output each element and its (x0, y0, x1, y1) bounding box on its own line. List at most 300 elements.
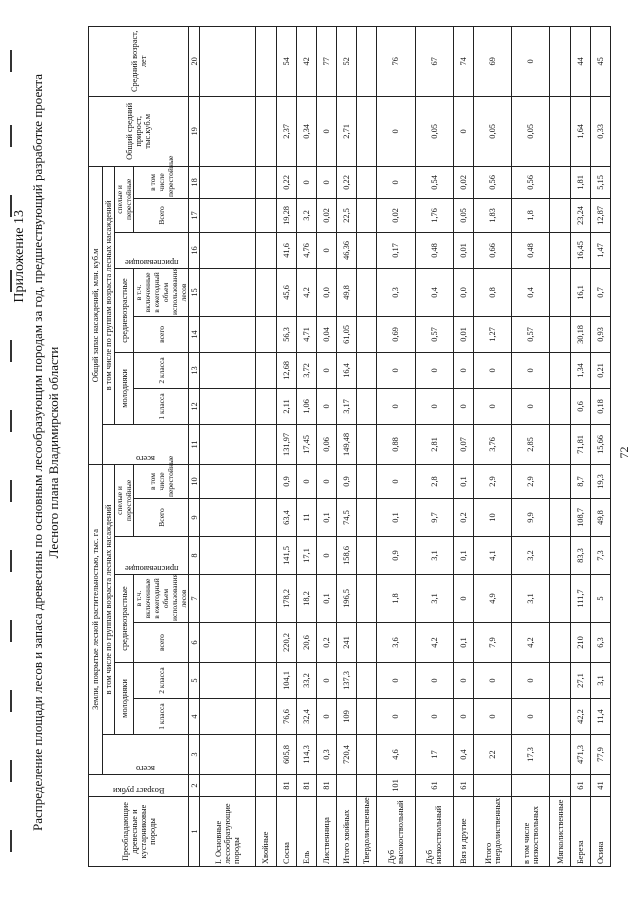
table-cell: 0,4 (512, 268, 550, 316)
column-number: 6 (189, 623, 200, 663)
table-cell: 45,6 (276, 268, 296, 316)
table-cell: 0,6 (570, 388, 590, 424)
table-cell: 5,15 (590, 166, 610, 198)
table-cell: 15,66 (590, 424, 610, 464)
table-cell (550, 96, 570, 166)
table-row (512, 26, 550, 866)
table-cell: 3,2 (512, 537, 550, 575)
table-cell (550, 623, 570, 663)
table-cell: 0,3 (316, 735, 336, 775)
table-cell (256, 316, 276, 352)
header-area-middle-incl: в т.ч. включенные в ежегодный объем использования лесов (134, 573, 188, 621)
table-cell: 17,45 (296, 424, 316, 464)
column-number: 9 (189, 499, 200, 537)
table-cell: 0 (512, 26, 550, 96)
table-cell: 0 (296, 166, 316, 198)
table-cell: 3,2 (296, 198, 316, 232)
table-cell: 76 (377, 26, 415, 96)
table-cell: 8,7 (570, 464, 590, 498)
table-cell: 77,9 (590, 735, 610, 775)
table-cell: 76,6 (276, 699, 296, 735)
section-row (200, 26, 256, 866)
row-label: Сосна (276, 797, 296, 867)
table-cell: 0 (473, 352, 511, 388)
header-area-ripening: приспевающие (115, 537, 189, 575)
table-cell: 0 (377, 352, 415, 388)
table-cell: 1,47 (590, 232, 610, 268)
table-cell: 61 (570, 775, 590, 797)
table-cell: 0 (377, 388, 415, 424)
table-cell (256, 96, 276, 166)
column-number: 15 (189, 268, 200, 316)
table-cell: 4,2 (296, 268, 316, 316)
table-cell: 0,9 (377, 537, 415, 575)
table-cell (550, 316, 570, 352)
table-cell (357, 537, 377, 575)
table-cell (200, 575, 256, 623)
table-cell: 4,1 (473, 537, 511, 575)
table-cell: 0 (316, 232, 336, 268)
header-stock-sub: в том числе по группам возраста лесных насаждений (103, 166, 115, 424)
column-number: 1 (189, 797, 200, 867)
table-cell: 42,2 (570, 699, 590, 735)
table-cell: 0,2 (453, 499, 473, 537)
table-cell: 0 (473, 663, 511, 699)
table-row (570, 26, 590, 866)
table-cell (256, 735, 276, 775)
table-cell: 0,4 (415, 268, 453, 316)
table-cell: 0 (377, 663, 415, 699)
table-cell: 0,3 (377, 268, 415, 316)
table-cell: 101 (377, 775, 415, 797)
header-avg-age: Средний возраст, лет (89, 26, 189, 96)
table-cell (200, 663, 256, 699)
row-label: Твердолиственные (357, 797, 377, 867)
table-cell: 0 (415, 663, 453, 699)
table-cell: 131,97 (276, 424, 296, 464)
table-cell: 49,8 (590, 499, 610, 537)
column-number: 3 (189, 735, 200, 775)
section-row (256, 26, 276, 866)
table-cell: 196,5 (336, 575, 356, 623)
table-cell: 3,1 (590, 663, 610, 699)
table-row (590, 26, 610, 866)
table-cell (256, 198, 276, 232)
table-cell: 71,81 (570, 424, 590, 464)
table-cell: 54 (276, 26, 296, 96)
title-line-1: Распределение площади лесов и запаса древесины по основным лесообразующим породам за год, предшествующий разработке проекта (30, 74, 45, 831)
table-cell: 0 (415, 352, 453, 388)
table-cell: 0,1 (453, 537, 473, 575)
table-cell (550, 424, 570, 464)
table-cell: 1,81 (570, 166, 590, 198)
table-row (336, 26, 356, 866)
table-cell: 0 (377, 166, 415, 198)
table-cell (357, 166, 377, 198)
table-cell: 0 (377, 96, 415, 166)
header-species: Преобладающие древесные и кустарниковые породы (89, 797, 189, 867)
table-cell: 3,76 (473, 424, 511, 464)
table-row (377, 26, 415, 866)
table-cell: 0,93 (590, 316, 610, 352)
table-cell: 0,7 (590, 268, 610, 316)
table-cell: 0 (377, 464, 415, 498)
table-cell (256, 699, 276, 735)
header-area-middle-total: всего (134, 623, 189, 663)
table-cell: 2,85 (512, 424, 550, 464)
table-cell: 0 (512, 663, 550, 699)
row-label: Ель (296, 797, 316, 867)
table-cell: 0 (453, 96, 473, 166)
table-cell: 0,02 (453, 166, 473, 198)
table-cell: 32,4 (296, 699, 316, 735)
table-cell: 69 (473, 26, 511, 96)
table-cell: 0 (316, 699, 336, 735)
table-cell: 2,71 (336, 96, 356, 166)
table-cell: 0,17 (377, 232, 415, 268)
table-cell: 11 (296, 499, 316, 537)
table-cell: 0 (512, 388, 550, 424)
column-number: 4 (189, 699, 200, 735)
table-cell (357, 775, 377, 797)
header-stock-mature-total: Всего (134, 198, 189, 232)
table-cell: 720,4 (336, 735, 356, 775)
table-cell: 0,57 (512, 316, 550, 352)
row-label: Дуб низкоствольный (415, 797, 453, 867)
table-cell: 220,2 (276, 623, 296, 663)
table-cell (550, 166, 570, 198)
table-cell (256, 268, 276, 316)
table-cell: 3,1 (415, 575, 453, 623)
row-label: Лиственница (316, 797, 336, 867)
table-cell: 0,9 (336, 464, 356, 498)
table-row (296, 26, 316, 866)
table-cell (550, 775, 570, 797)
table-cell: 19,28 (276, 198, 296, 232)
table-cell: 0,02 (316, 198, 336, 232)
column-number: 12 (189, 388, 200, 424)
table-cell: 0,56 (473, 166, 511, 198)
table-cell: 0,9 (276, 464, 296, 498)
table-cell: 7,3 (590, 537, 610, 575)
header-stock-class1: 1 класса (134, 388, 189, 424)
table-cell: 16,1 (570, 268, 590, 316)
table-cell: 0,02 (377, 198, 415, 232)
header-area-group: Земли, покрытые лесной растительностью, тыс. га (89, 464, 103, 774)
column-number-row (189, 26, 200, 866)
table-cell: 30,18 (570, 316, 590, 352)
table-cell: 0 (415, 388, 453, 424)
table-cell: 2,9 (473, 464, 511, 498)
table-cell: 17 (415, 735, 453, 775)
table-cell: 0,18 (590, 388, 610, 424)
table-cell: 19,3 (590, 464, 610, 498)
table-cell (550, 232, 570, 268)
table-cell: 1,34 (570, 352, 590, 388)
table-cell (200, 166, 256, 198)
table-cell (357, 352, 377, 388)
table-cell (256, 464, 276, 498)
table-cell (357, 663, 377, 699)
table-cell (200, 623, 256, 663)
table-cell: 605,8 (276, 735, 296, 775)
table-cell (357, 198, 377, 232)
appendix-label: Приложение 13 (12, 210, 27, 303)
table-cell: 141,5 (276, 537, 296, 575)
table-cell (256, 424, 276, 464)
table-cell: 1,8 (512, 198, 550, 232)
table-cell: 27,1 (570, 663, 590, 699)
table-cell (256, 537, 276, 575)
table-cell (200, 537, 256, 575)
page-number: 72 (617, 446, 631, 459)
table-cell: 4,9 (473, 575, 511, 623)
table-cell: 4,2 (415, 623, 453, 663)
table-cell: 158,6 (336, 537, 356, 575)
table-cell: 149,48 (336, 424, 356, 464)
header-area-mature: спелые и перестойные (115, 464, 134, 536)
header-stock-ripening: приспевающие (115, 232, 189, 268)
table-cell: 0,1 (453, 623, 473, 663)
table-cell: 2,81 (415, 424, 453, 464)
table-cell: 0 (453, 352, 473, 388)
table-cell: 0,22 (276, 166, 296, 198)
table-cell: 81 (296, 775, 316, 797)
header-stock-young: молодняки (115, 352, 134, 424)
table-cell: 83,3 (570, 537, 590, 575)
table-cell (550, 499, 570, 537)
column-number: 20 (189, 26, 200, 96)
header-area-class2: 2 класса (134, 663, 189, 699)
row-label: Вяз и другие (453, 797, 473, 867)
table-cell: 23,24 (570, 198, 590, 232)
table-cell: 0,48 (512, 232, 550, 268)
data-table-wrapper (88, 30, 605, 867)
table-cell: 0,56 (512, 166, 550, 198)
table-cell: 1,8 (377, 575, 415, 623)
table-cell: 0 (453, 388, 473, 424)
table-cell: 44 (570, 26, 590, 96)
forest-distribution-table (88, 26, 611, 867)
table-cell: 67 (415, 26, 453, 96)
table-cell: 0,1 (316, 499, 336, 537)
table-cell (200, 316, 256, 352)
table-cell: 104,1 (276, 663, 296, 699)
table-cell: 0,2 (316, 623, 336, 663)
table-cell: 0,0 (316, 268, 336, 316)
table-cell (357, 26, 377, 96)
table-cell: 0,05 (512, 96, 550, 166)
table-cell: 1,83 (473, 198, 511, 232)
header-area-mature-total: Всего (134, 499, 189, 537)
table-cell (357, 268, 377, 316)
table-body (200, 26, 611, 866)
table-cell (550, 735, 570, 775)
table-cell (256, 499, 276, 537)
table-cell (200, 388, 256, 424)
table-cell: 17,1 (296, 537, 316, 575)
table-cell: 2,11 (276, 388, 296, 424)
table-cell: 49,8 (336, 268, 356, 316)
table-cell: 109 (336, 699, 356, 735)
table-cell: 0,8 (473, 268, 511, 316)
table-cell: 5 (590, 575, 610, 623)
table-cell: 74 (453, 26, 473, 96)
table-cell: 0 (473, 388, 511, 424)
table-cell: 210 (570, 623, 590, 663)
table-cell (357, 464, 377, 498)
table-cell: 0,88 (377, 424, 415, 464)
table-cell: 0 (316, 663, 336, 699)
table-cell: 52 (336, 26, 356, 96)
table-cell (357, 96, 377, 166)
header-stock-middle-incl: в т.ч. включенные в ежегодный объем использования лесов (134, 267, 188, 315)
table-cell: 45 (590, 26, 610, 96)
table-cell: 12,87 (590, 198, 610, 232)
table-cell: 0,22 (336, 166, 356, 198)
header-area-sub: в том числе по группам возраста лесных насаждений (103, 464, 115, 734)
table-cell (550, 268, 570, 316)
header-age: Возраст рубки (89, 775, 189, 797)
table-cell (357, 499, 377, 537)
table-cell: 46,36 (336, 232, 356, 268)
table-cell: 137,3 (336, 663, 356, 699)
header-stock-total: всего (103, 424, 189, 464)
table-cell (550, 699, 570, 735)
table-cell: 1,64 (570, 96, 590, 166)
table-cell (357, 388, 377, 424)
table-row (453, 26, 473, 866)
table-cell: 111,7 (570, 575, 590, 623)
table-cell: 0,04 (316, 316, 336, 352)
row-label: в том числе низкоствольных (512, 797, 550, 867)
table-cell: 22,5 (336, 198, 356, 232)
header-stock-middle-total: всего (134, 316, 189, 352)
column-number: 14 (189, 316, 200, 352)
row-label: Итого твердолиственных (473, 797, 511, 867)
table-cell: 471,3 (570, 735, 590, 775)
table-cell (512, 775, 550, 797)
table-cell: 178,2 (276, 575, 296, 623)
table-cell: 108,7 (570, 499, 590, 537)
table-cell: 81 (276, 775, 296, 797)
table-cell: 42 (296, 26, 316, 96)
header-stock-mature: спелые и перестойные (115, 166, 134, 232)
table-cell: 0 (316, 388, 336, 424)
table-cell: 4,71 (296, 316, 316, 352)
table-cell: 0,21 (590, 352, 610, 388)
table-cell (200, 96, 256, 166)
table-cell (256, 232, 276, 268)
table-cell: 4,2 (512, 623, 550, 663)
table-row (415, 26, 453, 866)
table-cell (357, 623, 377, 663)
table-cell: 0,1 (377, 499, 415, 537)
table-cell: 3,6 (377, 623, 415, 663)
table-cell: 1,06 (296, 388, 316, 424)
table-cell: 0 (512, 352, 550, 388)
header-area-total: всего (103, 735, 189, 775)
table-cell (550, 663, 570, 699)
table-cell: 0,54 (415, 166, 453, 198)
column-number: 16 (189, 232, 200, 268)
table-cell: 33,2 (296, 663, 316, 699)
table-cell: 0,33 (590, 96, 610, 166)
header-area-overmature: в том числе перестойные (134, 464, 189, 498)
table-cell: 9,7 (415, 499, 453, 537)
table-cell: 0 (473, 699, 511, 735)
header-stock-middle: средневозрастные (115, 268, 134, 352)
table-cell: 3,1 (415, 537, 453, 575)
table-cell: 0 (316, 96, 336, 166)
table-cell (357, 735, 377, 775)
table-cell: 0 (316, 464, 336, 498)
table-cell: 0,57 (415, 316, 453, 352)
table-cell: 0,0 (453, 268, 473, 316)
table-cell: 6,3 (590, 623, 610, 663)
table-cell (357, 699, 377, 735)
table-cell: 3,17 (336, 388, 356, 424)
section-row (357, 26, 377, 866)
table-cell: 0,66 (473, 232, 511, 268)
table-cell: 3,1 (512, 575, 550, 623)
table-cell: 0,05 (473, 96, 511, 166)
table-cell: 0 (512, 699, 550, 735)
table-cell (256, 623, 276, 663)
table-cell (200, 198, 256, 232)
table-cell: 4,6 (377, 735, 415, 775)
table-cell: 0,01 (453, 316, 473, 352)
table-cell: 1,27 (473, 316, 511, 352)
row-label: Береза (570, 797, 590, 867)
row-label: Мягколиственные (550, 797, 570, 867)
header-area-young: молодняки (115, 663, 134, 735)
table-cell (200, 735, 256, 775)
table-cell (336, 775, 356, 797)
table-cell: 0 (296, 464, 316, 498)
table-cell (200, 26, 256, 96)
table-cell (357, 316, 377, 352)
table-cell: 16,45 (570, 232, 590, 268)
table-cell: 4,76 (296, 232, 316, 268)
row-label: I. Основные лесообразующие породы (200, 797, 256, 867)
table-cell: 17,3 (512, 735, 550, 775)
table-cell (550, 464, 570, 498)
table-cell: 0,07 (453, 424, 473, 464)
column-number: 8 (189, 537, 200, 575)
table-cell (357, 424, 377, 464)
header-stock-overmature: в том числе перестойные (134, 166, 189, 198)
table-cell: 0 (316, 166, 336, 198)
table-cell: 12,68 (276, 352, 296, 388)
table-cell (550, 388, 570, 424)
table-cell (200, 499, 256, 537)
table-cell (256, 388, 276, 424)
table-cell: 10 (473, 499, 511, 537)
table-cell: 2,9 (512, 464, 550, 498)
table-cell (357, 232, 377, 268)
table-cell (200, 775, 256, 797)
table-cell: 0,48 (415, 232, 453, 268)
table-cell: 16,4 (336, 352, 356, 388)
table-cell: 41,6 (276, 232, 296, 268)
table-cell: 56,3 (276, 316, 296, 352)
table-cell (200, 268, 256, 316)
column-number: 19 (189, 96, 200, 166)
table-cell: 0 (377, 699, 415, 735)
header-stock-class2: 2 класса (134, 352, 189, 388)
table-cell: 0,1 (316, 575, 336, 623)
